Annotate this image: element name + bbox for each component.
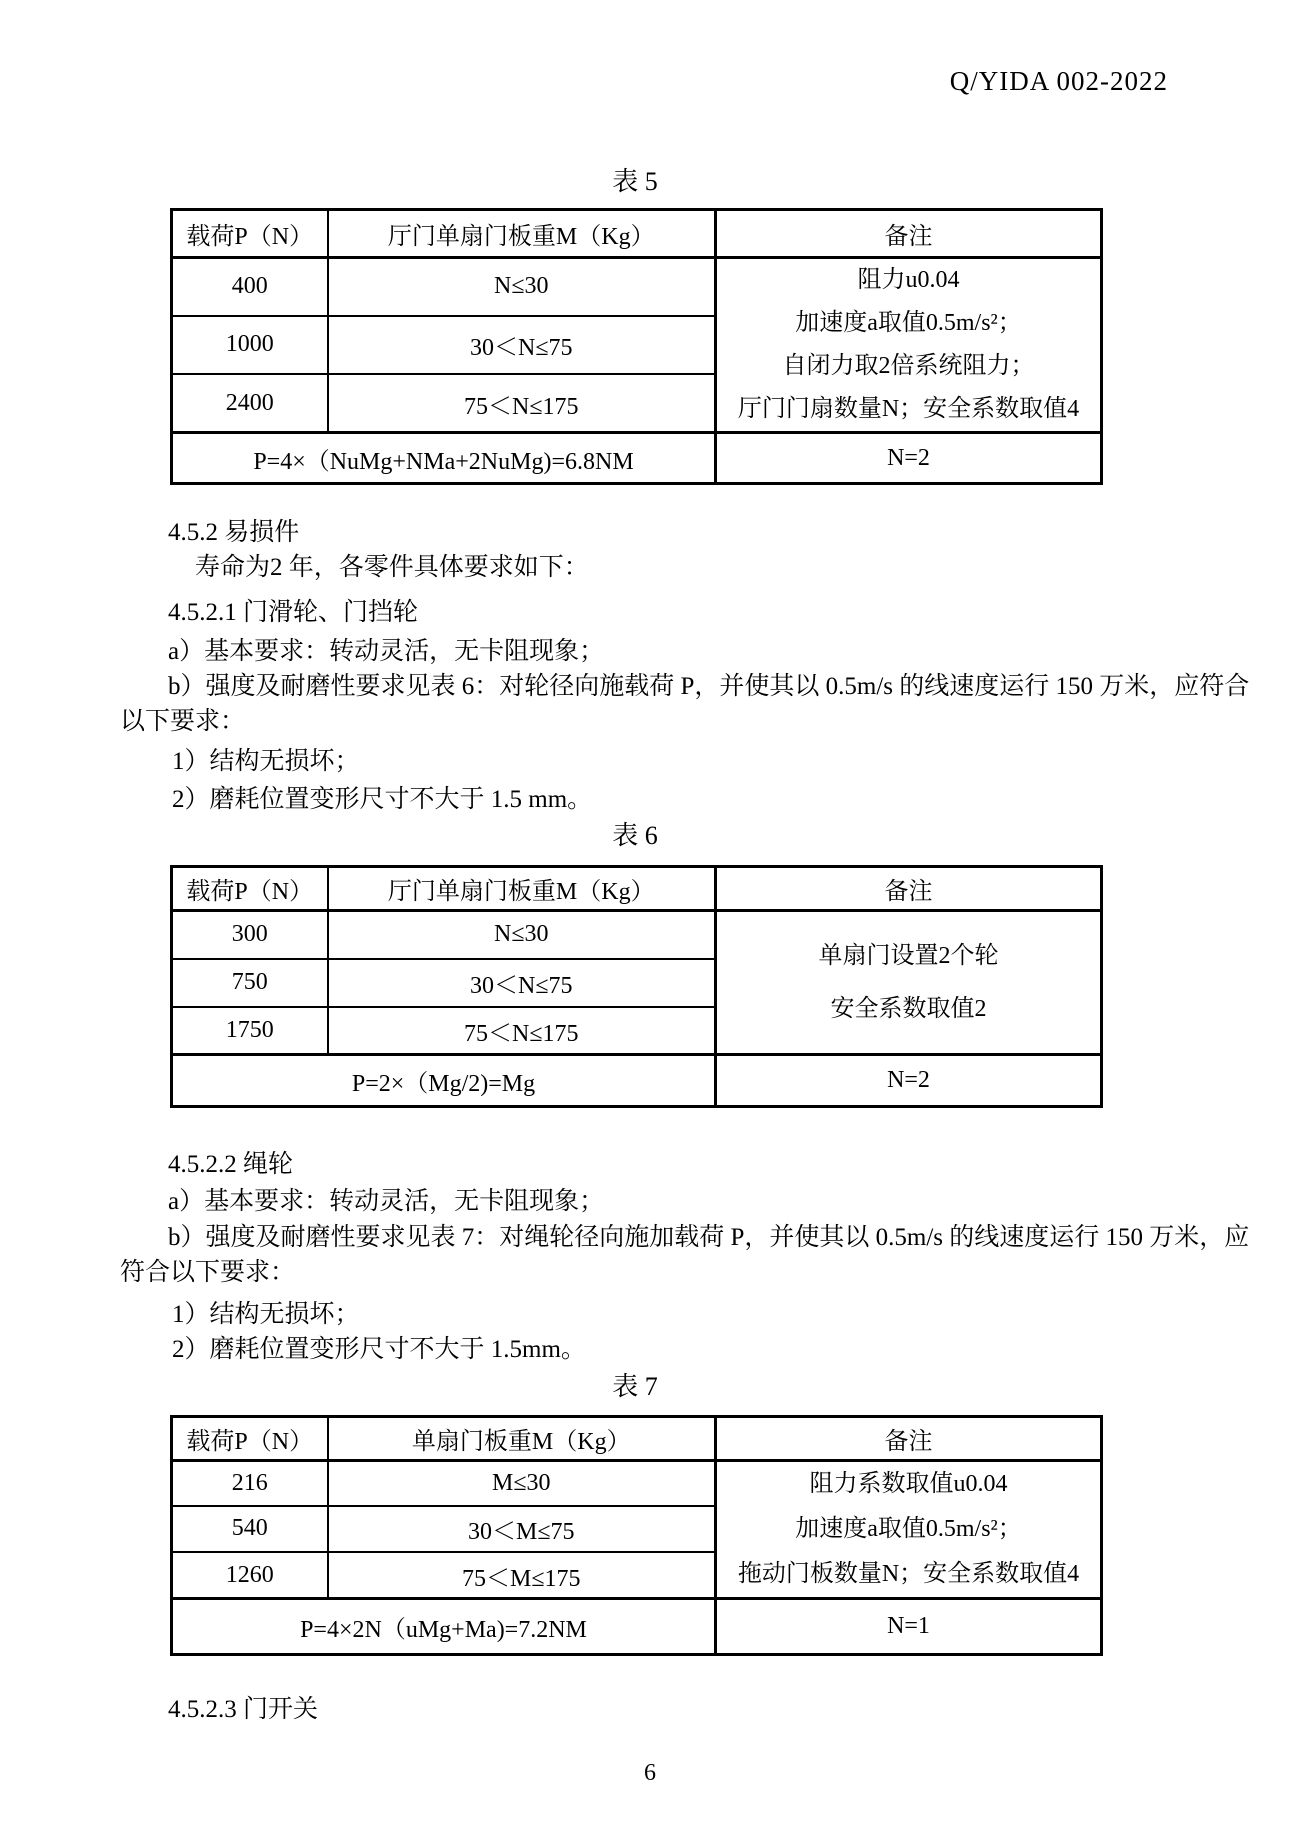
table7-remark-line: 拖动门板数量N；安全系数取值4 [737, 1561, 1080, 1587]
table-row [172, 911, 1102, 959]
table7-col-load: 载荷P（N） [172, 1417, 328, 1461]
item-a2: a）基本要求：转动灵活，无卡阻现象； [168, 1188, 605, 1215]
heading-4-5-2-3: 4.5.2.3 门开关 [168, 1696, 319, 1723]
heading-4-5-2-2: 4.5.2.2 绳轮 [168, 1151, 294, 1178]
item-1a: 1）结构无损坏； [172, 748, 360, 775]
paragraph-life: 寿命为2 年，各零件具体要求如下： [195, 554, 589, 581]
item-b2-continuation: 符合以下要求： [120, 1259, 296, 1286]
table7-col-remark: 备注 [716, 1417, 1102, 1461]
table-cell: 400 [172, 258, 328, 316]
table-cell: 1000 [172, 316, 328, 374]
table5-title: 表 5 [612, 167, 658, 196]
item-1b: 1）结构无损坏； [172, 1301, 360, 1328]
table-row [172, 1461, 1102, 1506]
table-cell: 216 [172, 1461, 328, 1506]
table5-formula: P=4×（NuMg+NMa+2NuMg)=6.8NM [172, 433, 716, 484]
table7-title: 表 7 [612, 1372, 658, 1401]
table5-formula-remark: N=2 [716, 433, 1102, 484]
table-cell: N≤30 [328, 911, 716, 959]
table5-remark-line: 厅门门扇数量N；安全系数取值4 [737, 396, 1080, 422]
table5-col-remark: 备注 [716, 210, 1102, 258]
table-cell: 30＜M≤75 [328, 1506, 716, 1552]
page-number: 6 [644, 1760, 656, 1786]
table-cell: 30＜N≤75 [328, 959, 716, 1007]
table-cell: 75＜N≤175 [328, 1007, 716, 1055]
table7-remark-cell [716, 1461, 1102, 1599]
table6-formula: P=2×（Mg/2)=Mg [172, 1055, 716, 1107]
table7-formula: P=4×2N（uMg+Ma)=7.2NM [172, 1599, 716, 1655]
table6-col-load: 载荷P（N） [172, 867, 328, 911]
table-cell: 750 [172, 959, 328, 1007]
table6-col-weight: 厅门单扇门板重M（Kg） [328, 867, 716, 911]
table5 [170, 208, 1103, 485]
table6-remark-line: 安全系数取值2 [830, 995, 987, 1022]
table7-remark-line: 阻力系数取值u0.04 [809, 1471, 1008, 1497]
table5-remark-line: 自闭力取2倍系统阻力； [782, 353, 1035, 379]
table6-title: 表 6 [612, 821, 658, 850]
table5-remark-cell [716, 258, 1102, 433]
table5-formula-row [172, 433, 1102, 484]
table6-formula-row [172, 1055, 1102, 1107]
table-cell: 75＜M≤175 [328, 1552, 716, 1598]
table7 [170, 1415, 1103, 1656]
table7-header-row [172, 1417, 1102, 1461]
table6 [170, 865, 1103, 1108]
table-row [172, 258, 1102, 316]
heading-4-5-2-1: 4.5.2.1 门滑轮、门挡轮 [168, 599, 419, 626]
table5-header-row [172, 210, 1102, 258]
table-cell: M≤30 [328, 1461, 716, 1506]
table5-remark-line: 加速度a取值0.5m/s²； [795, 310, 1022, 336]
table-cell: 1750 [172, 1007, 328, 1055]
table5-col-load: 载荷P（N） [172, 210, 328, 258]
table6-remark-line: 单扇门设置2个轮 [818, 942, 999, 969]
table5-col-weight: 厅门单扇门板重M（Kg） [328, 210, 716, 258]
table5-remark-line: 阻力u0.04 [857, 267, 960, 293]
table6-header-row [172, 867, 1102, 911]
doc-number: Q/YIDA 002-2022 [949, 66, 1168, 96]
table-cell: 300 [172, 911, 328, 959]
item-b2: b）强度及耐磨性要求见表 7：对绳轮径向施加载荷 P，并使其以 0.5m/s 的线速度运行 150 万米，应 [168, 1224, 1250, 1251]
table7-col-weight: 单扇门板重M（Kg） [328, 1417, 716, 1461]
table7-formula-remark: N=1 [716, 1599, 1102, 1655]
table-cell: 75＜N≤175 [328, 374, 716, 432]
table6-remark-cell [716, 911, 1102, 1055]
table6-col-remark: 备注 [716, 867, 1102, 911]
table-cell: 30＜N≤75 [328, 316, 716, 374]
item-b1: b）强度及耐磨性要求见表 6：对轮径向施载荷 P，并使其以 0.5m/s 的线速度运行 150 万米，应符合 [168, 673, 1250, 700]
table-cell: 540 [172, 1506, 328, 1552]
item-2b: 2）磨耗位置变形尺寸不大于 1.5mm。 [172, 1336, 586, 1363]
table7-formula-row [172, 1599, 1102, 1655]
table-cell: 1260 [172, 1552, 328, 1598]
item-b1-continuation: 以下要求： [120, 708, 246, 735]
item-a1: a）基本要求：转动灵活，无卡阻现象； [168, 638, 605, 665]
item-2a: 2）磨耗位置变形尺寸不大于 1.5 mm。 [172, 786, 593, 813]
table-cell: N≤30 [328, 258, 716, 316]
heading-4-5-2: 4.5.2 易损件 [168, 519, 300, 546]
table6-formula-remark: N=2 [716, 1055, 1102, 1107]
table7-remark-line: 加速度a取值0.5m/s²； [795, 1516, 1022, 1542]
table-cell: 2400 [172, 374, 328, 432]
